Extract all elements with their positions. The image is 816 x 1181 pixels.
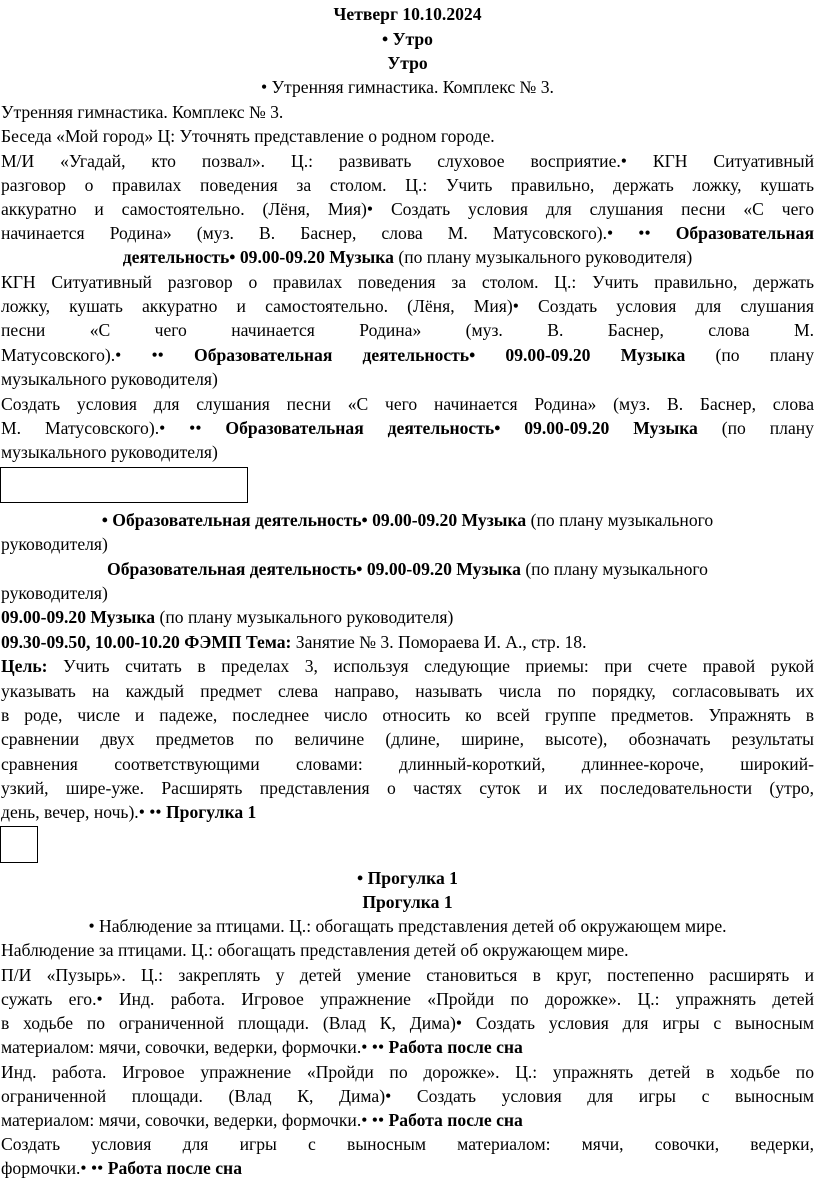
section-heading-walk: Прогулка 1 (362, 892, 453, 912)
text-line: сравнении двух предметов по величине (длине, ширине, высоте), обозначать результаты (1, 729, 814, 749)
text-line: КГН Ситуативный разговор о правилах поведения за столом. Ц.: Учить правильно, держать (1, 272, 814, 292)
text-line: М/И «Угадай, кто позвал». Ц.: развивать слуховое восприятие.• КГН Ситуативный (1, 151, 814, 171)
text-line: П/И «Пузырь». Ц.: закреплять у детей умение становиться в круг, постепенно расширять и (1, 965, 814, 985)
text-line: материалом: мячи, совочки, ведерки, формочки.• •• Работа после сна (1, 1110, 523, 1130)
text-line: ограниченной площади. (Влад К, Дима)• Создать условия для игры с выносным (1, 1086, 814, 1106)
text-line: Цель: Учить считать в пределах 3, используя следующие приемы: при счете правой рукой (1, 656, 814, 676)
text-line: аккуратно и самостоятельно. (Лёня, Мия)• Создать условия для слушания песни «С чего (1, 199, 814, 219)
text-line: Создать условия для игры с выносным материалом: мячи, совочки, ведерки, (1, 1134, 814, 1154)
section-heading-morning-bullet: • Утро (382, 29, 433, 49)
text-line: в роде, числе и падеже, последнее число относить ко всей группе предметов. Упражнять в (1, 705, 814, 725)
text-line: разговор о правилах поведения за столом. Ц.: Учить правильно, держать ложку, кушать (1, 175, 814, 195)
text-line: материалом: мячи, совочки, ведерки, формочки.• •• Работа после сна (1, 1037, 523, 1057)
document-title: Четверг 10.10.2024 (333, 4, 482, 24)
text-line: сравнения соответствующими словами: длинный-короткий, длиннее-короче, широкий- (1, 754, 814, 774)
text-line: Создать условия для слушания песни «С чего начинается Родина» (муз. В. Баснер, слова (1, 394, 814, 414)
text-line: указывать на каждый предмет слева направо, называть числа по порядку, согласовывать их (1, 681, 814, 701)
empty-frame (0, 467, 248, 503)
text-line: Инд. работа. Игровое упражнение «Пройди по дорожке». Ц.: упражнять детей в ходьбе по (1, 1062, 814, 1082)
text-line: Беседа «Мой город» Ц: Уточнять представление о родном городе. (1, 126, 495, 146)
text-line: день, вечер, ночь).• •• Прогулка 1 (1, 802, 257, 822)
text-line: музыкального руководителя) (1, 369, 218, 389)
morning-gym-bullet: • Утренняя гимнастика. Комплекс № 3. (261, 77, 554, 97)
text-line: руководителя) (1, 583, 108, 603)
text-line: Матусовского).• •• Образовательная деятельность• 09.00-09.20 Музыка (по плану (1, 345, 814, 365)
text-line: деятельность• 09.00-09.20 Музыка (по плану музыкального руководителя) (122, 247, 693, 267)
text-line: формочки.• •• Работа после сна (1, 1158, 242, 1178)
text-line: руководителя) (1, 534, 108, 554)
text-line: • Образовательная деятельность• 09.00-09.20 Музыка (по плану музыкального (101, 510, 714, 530)
section-heading-walk-bullet: • Прогулка 1 (357, 868, 458, 888)
text-line: М. Матусовского).• •• Образовательная деятельность• 09.00-09.20 Музыка (по плану (1, 418, 814, 438)
text-line: сужать его.• Инд. работа. Игровое упражнение «Пройди по дорожке». Ц.: упражнять детей (1, 989, 814, 1009)
text-line: в ходьбе по ограниченной площади. (Влад К, Дима)• Создать условия для игры с выносным (1, 1013, 814, 1033)
text-line: 09.30-09.50, 10.00-10.20 ФЭМП Тема: Занятие № 3. Помораева И. А., стр. 18. (1, 632, 587, 652)
text-line: песни «С чего начинается Родина» (муз. В. Баснер, слова М. (1, 320, 814, 340)
text-line: Наблюдение за птицами. Ц.: обогащать представления детей об окружающем мире. (1, 940, 629, 960)
section-heading-morning: Утро (387, 53, 428, 73)
text-line: начинается Родина» (муз. В. Баснер, слова М. Матусовского).• •• Образовательная (1, 223, 814, 243)
text-line: 09.00-09.20 Музыка (по плану музыкального руководителя) (1, 607, 454, 627)
text-line: музыкального руководителя) (1, 442, 218, 462)
text-line: Образовательная деятельность• 09.00-09.20 Музыка (по плану музыкального (107, 559, 708, 579)
text-line: ложку, кушать аккуратно и самостоятельно. (Лёня, Мия)• Создать условия для слушания (1, 296, 814, 316)
empty-frame-small (0, 826, 38, 863)
text-line: Утренняя гимнастика. Комплекс № 3. (1, 102, 284, 122)
text-line: • Наблюдение за птицами. Ц.: обогащать представления детей об окружающем мире. (88, 916, 727, 936)
text-line: узкий, шире-уже. Расширять представления о частях суток и их последовательности (утро, (1, 778, 814, 798)
